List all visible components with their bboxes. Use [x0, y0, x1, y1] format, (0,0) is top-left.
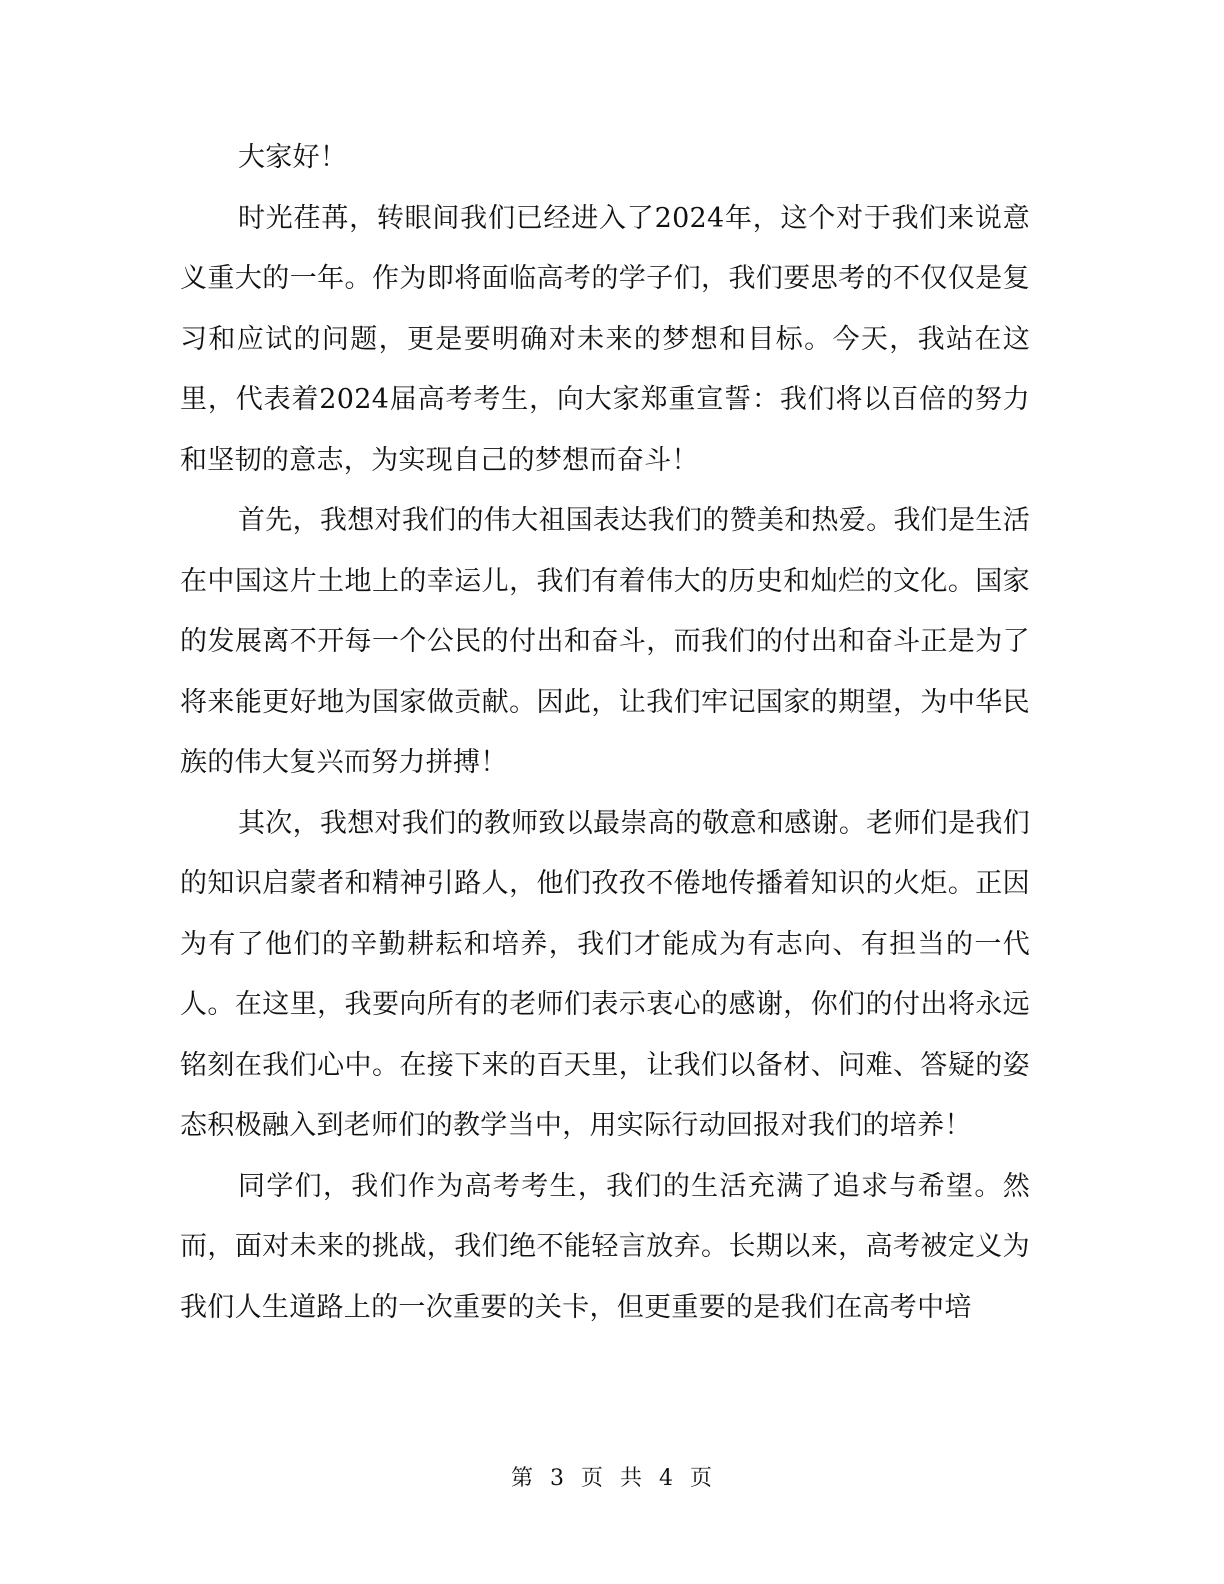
page-number-footer: 第 3 页 共 4 页 — [511, 1466, 713, 1491]
paragraph-teachers: 其次，我想对我们的教师致以最崇高的敬意和感谢。老师们是我们的知识启蒙者和精神引路人，他们孜孜不倦地传播着知识的火炬。正因为有了他们的辛勤耕耘和培养，我们才能成为有志向、有担当的一代人。在这里，我要向所有的老师们表示衷心的感谢，你们的付出将永远铭刻在我们心中。在接下来的百天里，让我们以备材、问难、答疑的姿态积极融入到老师们的教学当中，用实际行动回报对我们的培养！ — [180, 807, 1030, 1141]
paragraph-motherland: 首先，我想对我们的伟大祖国表达我们的赞美和热爱。我们是生活在中国这片土地上的幸运儿，我们有着伟大的历史和灿烂的文化。国家的发展离不开每一个公民的付出和奋斗，而我们的付出和奋斗正是为了将来能更好地为国家做贡献。因此，让我们牢记国家的期望，为中华民族的伟大复兴而努力拼搏！ — [180, 505, 1030, 778]
paragraph-classmates: 同学们，我们作为高考考生，我们的生活充满了追求与希望。然而，面对未来的挑战，我们绝不能轻言放弃。长期以来，高考被定义为我们人生道路上的一次重要的关卡，但更重要的是我们在高考中培 — [180, 1170, 1030, 1323]
paragraph-intro: 时光荏苒，转眼间我们已经进入了2024年，这个对于我们来说意义重大的一年。作为即将面临高考的学子们，我们要思考的不仅仅是复习和应试的问题，更是要明确对未来的梦想和目标。今天，我站在这里，代表着2024届高考考生，向大家郑重宣誓：我们将以百倍的努力和坚韧的意志，为实现自己的梦想而奋斗！ — [180, 202, 1030, 476]
greeting: 大家好！ — [238, 142, 348, 173]
document-body — [180, 128, 1030, 1338]
